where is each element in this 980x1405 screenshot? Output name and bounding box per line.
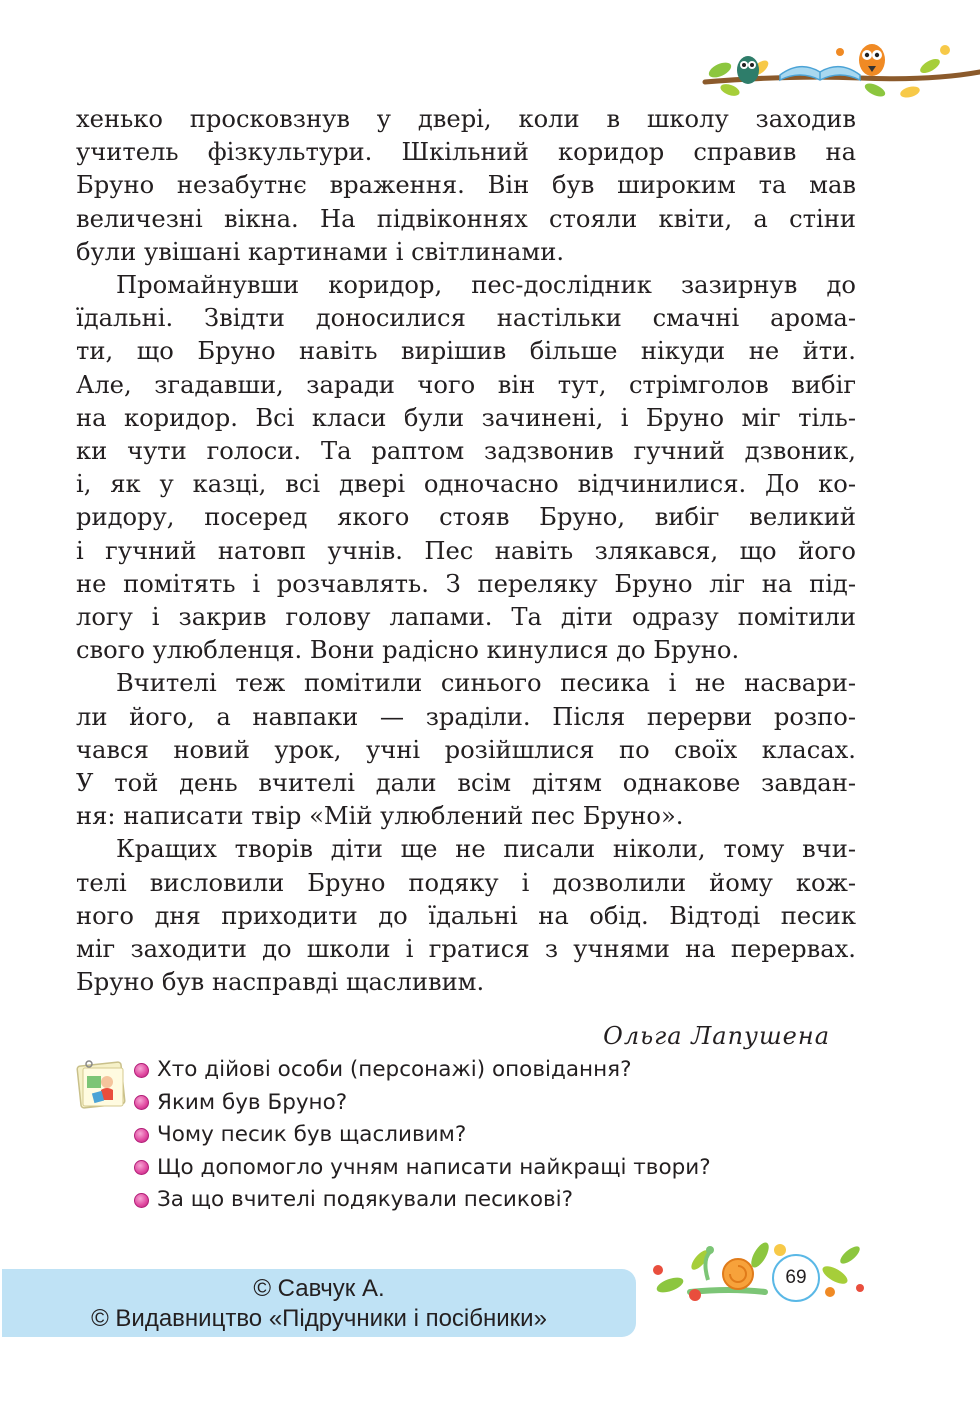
question-text: Чому песик був щасливим? bbox=[157, 1122, 467, 1147]
text-line: телі висловили Бруно подяку і дозволили йому кож- bbox=[76, 868, 856, 897]
text-line: ки чути голоси. Та раптом задзвонив гучний дзвоник, bbox=[76, 437, 856, 466]
paragraph bbox=[76, 103, 856, 269]
snail-flowers-icon bbox=[640, 1230, 870, 1310]
question-item bbox=[134, 1054, 711, 1087]
text-line: ти, що Бруно навіть вирішив більше нікуди не йти. bbox=[76, 337, 856, 366]
text-line: не помітять і розчавлять. З переляку Бруно ліг на під- bbox=[76, 569, 856, 598]
text-line: і гучний натовп учнів. Пес навіть злякався, що його bbox=[76, 536, 856, 565]
text-line: Кращих творів діти ще не писали ніколи, тому вчи- bbox=[116, 835, 856, 864]
questions-list bbox=[134, 1054, 711, 1217]
question-item bbox=[134, 1152, 711, 1185]
question-text: Що допомогло учням написати найкращі твори? bbox=[157, 1154, 711, 1180]
paragraph bbox=[76, 269, 856, 667]
author-name: Ольга Лапушена bbox=[603, 1022, 830, 1050]
copyright-banner bbox=[2, 1269, 636, 1337]
question-item bbox=[134, 1119, 711, 1152]
copyright-author: © Савчук А. bbox=[253, 1275, 385, 1302]
text-line: міг заходити до школи і гратися з учнями на перервах. bbox=[76, 935, 856, 964]
pink-dot-bullet-icon bbox=[134, 1063, 149, 1078]
question-text: Хто дійові особи (персонажі) оповідання? bbox=[157, 1057, 632, 1082]
page-number: 69 bbox=[772, 1254, 820, 1302]
text-line: ного дня приходити до їдальні на обід. Відтоді песик bbox=[76, 901, 856, 930]
text-line: ли його, а навпаки — зраділи. Після перерви розпо- bbox=[76, 702, 856, 731]
text-line: були увішані картинами і світлинами. bbox=[76, 237, 565, 266]
text-line: їдальні. Звідти доносилися настільки смачні арома- bbox=[76, 304, 856, 333]
text-line: Але, згадавши, заради чого він тут, стрімголов вибіг bbox=[76, 370, 856, 399]
notebook-with-child-icon bbox=[75, 1058, 129, 1110]
text-line: свого улюбленця. Вони радісно кинулися до Бруно. bbox=[76, 636, 740, 665]
text-line: ня: написати твір «Мій улюблений пес Бруно». bbox=[76, 802, 684, 831]
question-text: За що вчителі подякували песикові? bbox=[157, 1187, 574, 1212]
question-item bbox=[134, 1087, 711, 1120]
copyright-publisher: © Видавництво «Підручники і посібники» bbox=[91, 1305, 547, 1332]
text-line: У той день вчителі дали всім дітям однакове завдан- bbox=[76, 769, 856, 798]
branch-owls-book-icon bbox=[700, 30, 980, 110]
paragraph bbox=[76, 833, 856, 999]
text-line: ридору, посеред якого стояв Бруно, вибіг великий bbox=[76, 503, 856, 532]
text-line: Промайнувши коридор, пес-дослідник зазирнув до bbox=[116, 271, 856, 300]
question-item bbox=[134, 1184, 711, 1217]
text-line: Бруно був насправді щасливим. bbox=[76, 968, 485, 997]
text-line: Вчителі теж помітили синього песика і не насвари- bbox=[116, 669, 856, 698]
pink-dot-bullet-icon bbox=[134, 1160, 149, 1175]
paragraph bbox=[76, 667, 856, 833]
text-line: чався новий урок, учні розійшлися по своїх класах. bbox=[76, 735, 856, 764]
story-text bbox=[76, 103, 856, 999]
text-line: хенько просковзнув у двері, коли в школу заходив bbox=[76, 105, 856, 133]
pink-dot-bullet-icon bbox=[134, 1095, 149, 1110]
text-line: на коридор. Всі класи були зачинені, і Бруно міг тіль- bbox=[76, 403, 856, 432]
pink-dot-bullet-icon bbox=[134, 1128, 149, 1143]
text-line: Бруно незабутнє враження. Він був широким та мав bbox=[76, 171, 856, 200]
question-text: Яким був Бруно? bbox=[157, 1089, 348, 1115]
text-line: логу і закрив голову лапами. Та діти одразу помітили bbox=[76, 603, 856, 632]
text-line: і, як у казці, всі двері одночасно відчинилися. До ко- bbox=[76, 470, 856, 499]
text-line: величезні вікна. На підвіконнях стояли квіти, а стіни bbox=[76, 204, 856, 233]
text-line: учитель фізкультури. Шкільний коридор справив на bbox=[76, 138, 856, 167]
pink-dot-bullet-icon bbox=[134, 1193, 149, 1208]
